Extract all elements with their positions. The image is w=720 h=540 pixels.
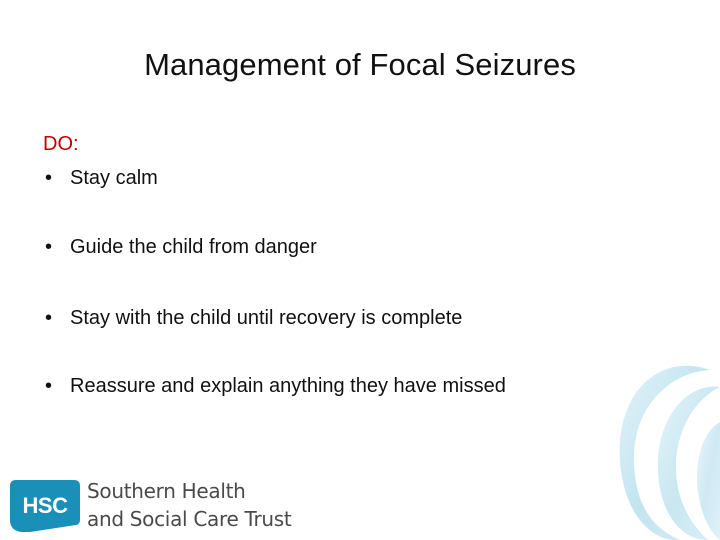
bullet-text: Stay with the child until recovery is complete <box>70 307 463 329</box>
hsc-logo <box>10 477 310 537</box>
do-section-label: DO: <box>43 133 79 155</box>
bullet-dot: • <box>45 375 53 397</box>
bullet-item <box>45 167 158 190</box>
bullet-text: Guide the child from danger <box>70 236 317 258</box>
bullet-text: Stay calm <box>70 167 158 189</box>
bullet-item <box>45 375 506 398</box>
org-name-line2: and Social Care Trust <box>87 507 292 531</box>
bullet-item <box>45 307 462 330</box>
bullet-dot: • <box>45 307 53 329</box>
bullet-text: Reassure and explain anything they have missed <box>70 375 506 397</box>
blue-swirl-decoration-icon <box>590 352 720 540</box>
hsc-badge-text: HSC <box>22 493 68 518</box>
org-name-line1: Southern Health <box>87 479 246 503</box>
bullet-dot: • <box>45 167 53 189</box>
bullet-dot: • <box>45 236 53 258</box>
bullet-item <box>45 236 317 259</box>
slide-title: Management of Focal Seizures <box>144 47 576 82</box>
